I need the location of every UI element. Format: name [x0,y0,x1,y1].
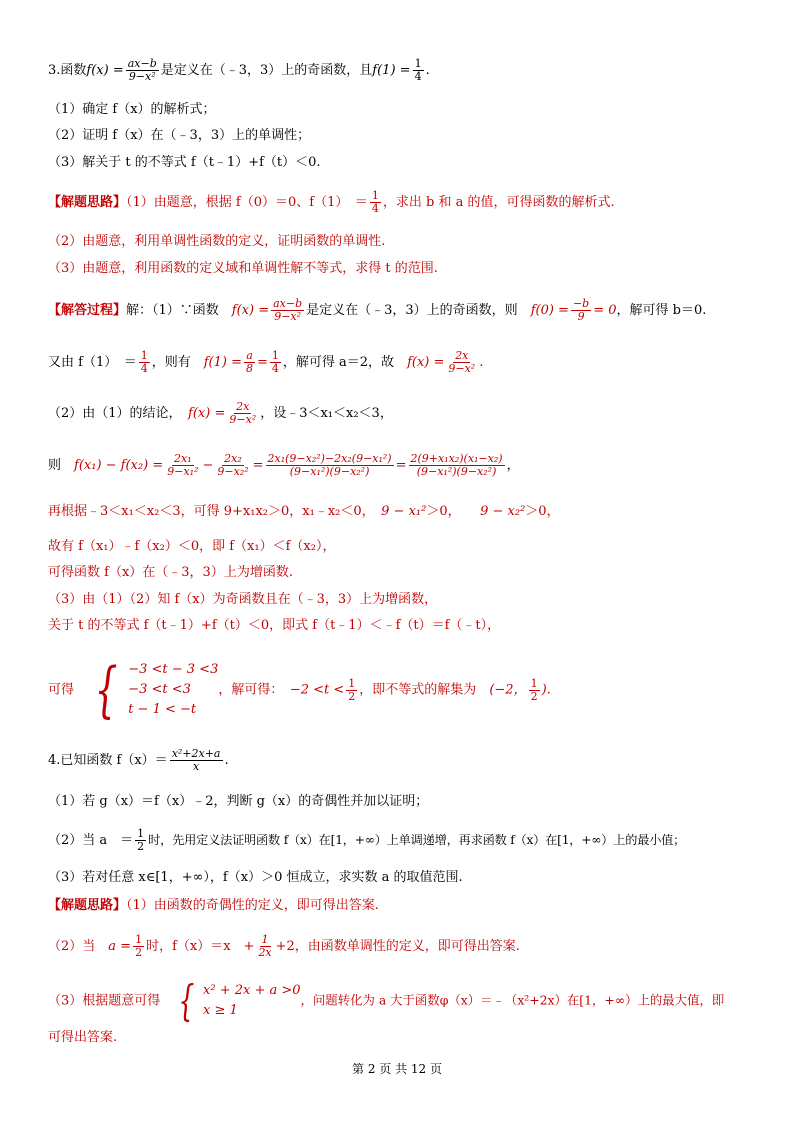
q3-proc3-f: f(x) = [188,406,226,421]
q3-idea2: （2）由题意，利用单调性函数的定义，证明函数的单调性. [48,234,386,249]
q3-proc10-sys-row: t − 1 < −t [128,702,197,717]
q4-idea2-a: （2）当 [48,939,109,954]
q3-proc5-m1: 9 − x₁² [381,504,427,519]
q4-idea2-m: a = [108,939,132,954]
q3-proc5-c: ＞0， [525,504,560,519]
q3-proc4-f3 [266,453,394,478]
q3-proc2-num: 1 [140,349,148,362]
q3-proc4-end: ， [506,458,520,473]
q3-proc3-den: 9−x² [229,413,257,426]
q3-proc-tag: 【解答过程】 [48,303,127,318]
q3-proc4-f4 [409,453,505,478]
q3-proc2 [48,350,483,375]
q3-proc4-f1-den: 9−x₁² [167,465,199,478]
q3-proc2-f1-frac2 [270,350,281,375]
q4-idea2-frac [133,934,144,959]
q3-stem-frac [126,58,159,83]
q3-proc1-a: 解：（1）∵函数 [126,303,232,318]
q3-proc4-a: 则 [48,458,75,473]
q3-proc8: （3）由（1）（2）知 f（x）为奇函数且在（﹣3，3）上为增函数， [48,592,438,607]
q4-idea2 [48,934,520,959]
q4-idea2-den2: 2x [258,946,272,959]
q3-proc10-m: −2 <t < [289,682,345,698]
q3-proc4-f3-num: 2x₁(9−x₂²)−2x₂(9−x₁²) [267,452,392,465]
q3-proc4-minus: − [202,458,214,473]
q3-stem-f1-den: 4 [414,70,422,83]
q3-proc2-f1-num: a [246,349,253,362]
q3-proc3 [48,401,393,426]
q4-stem-a: 4.已知函数 f（x）＝ [48,753,168,768]
q3-proc10-set-frac [529,678,540,703]
q3-proc1-f: f(x) = [231,303,270,318]
q3-proc2-f1: f(1) = [203,355,242,370]
q3-proc10-set-a: (−2， [489,682,527,698]
q3-stem-f1-frac [413,58,424,83]
q4-idea3-sys-row: x ≥ 1 [203,1003,238,1018]
q4-idea2-frac2 [256,934,273,959]
q3-proc4-f4-num: 2(9+x₁x₂)(x₁−x₂) [410,452,503,465]
q3-proc10-rows [128,660,218,720]
q3-proc6: 故有 f（x₁）﹣f（x₂）＜0，即 f（x₁）＜f（x₂）， [48,539,336,554]
q3-sub1: （1）确定 f（x）的解析式； [48,102,216,117]
q3-proc1-b: 是定义在（﹣3，3）上的奇函数，则 [306,303,531,318]
q3-proc4-f3-den: (9−x₁²)(9−x₂²) [289,465,370,478]
q3-proc1-f0-frac [571,298,591,323]
q3-proc2-b: ，则有 [151,355,204,370]
q3-proc4-f1-num: 2x₁ [174,452,192,465]
q3-proc2-a: 又由 f（1） ＝ [48,355,137,370]
q3-proc3-a: （2）由（1）的结论， [48,406,189,421]
brace-icon: { [178,976,195,1025]
q3-idea1-frac [370,190,381,215]
q3-idea1-num: 1 [371,189,379,202]
q3-sub2: （2）证明 f（x）在（﹣3，3）上的单调性； [48,128,311,143]
q4-stem-num: x²+2x+a [171,747,221,760]
q4-idea3-b: ，问题转化为 a 大于函数φ（x）＝﹣（x²+2x）在[1，+∞）上的最大值，即 [300,992,725,1008]
q4-idea3-system [173,976,301,1025]
q4-idea2-den: 2 [135,946,143,959]
q3-stem-f1: f(1) = [372,63,411,78]
q4-sub1: （1）若 g（x）＝f（x）﹣2，判断 g（x）的奇偶性并加以证明； [48,794,429,809]
q4-idea2-b: 时，f（x）＝x + [146,939,255,954]
q4-sub2-den: 2 [137,840,145,853]
q3-stem-f1-num: 1 [414,57,422,70]
q3-proc2-c: ，解可得 a＝2，故 [282,355,408,370]
q3-proc10-num: 1 [348,676,356,690]
q3-proc2-end: . [479,355,484,370]
q3-proc4-f1 [165,453,200,478]
q3-proc10 [48,655,551,725]
q3-proc10-set-den: 2 [530,689,538,703]
q3-proc2-fx-num: 2x [455,349,469,362]
q4-sub2 [48,828,685,853]
q4-idea2-c: +2，由函数单调性的定义，即可得出答案. [275,939,520,954]
q4-idea1-text: （1）由函数的奇偶性的定义，即可得出答案. [126,898,379,913]
brace-icon: { [94,655,118,725]
q3-proc4-f2-den: 9−x₂² [217,465,249,478]
q3-proc2-den: 4 [140,362,148,375]
q3-stem-end: . [425,63,430,78]
q3-proc10-frac [346,678,357,703]
q3-proc3-frac [227,401,258,426]
q3-proc5-b: ＞0， [426,504,481,519]
q3-stem-prefix: 3.函数 [48,63,87,78]
q3-proc2-fx: f(x) = [407,355,445,370]
q3-proc2-f1-den: 8 [246,362,253,375]
q4-idea1 [48,896,379,916]
q3-proc1-f0: f(0) = [530,303,569,318]
q3-proc5 [48,502,560,522]
q4-idea3-cont: 可得出答案. [48,1030,118,1045]
q3-idea1-a: （1）由题意，根据 f（0）＝0、f（1） ＝ [126,195,368,210]
q4-idea3 [48,976,725,1025]
q3-idea1-b: ，求出 b 和 a 的值，可得函数的解析式. [382,195,615,210]
q3-proc10-a: 可得 [48,682,88,698]
q3-stem-mid: 是定义在（﹣3，3）上的奇函数，且 [160,63,373,78]
q4-idea3-a: （3）根据题意可得 [48,993,174,1009]
q3-stem-f: f(x) = [86,63,124,78]
q4-sub2-num: 1 [137,827,145,840]
q3-sub3: （3）解关于 t 的不等式 f（t﹣1）+f（t）＜0. [48,155,321,170]
q3-proc4-f4-den: (9−x₁²)(9−x₂²) [416,465,497,478]
q3-proc4-lhs: f(x₁) − f(x₂) = [74,458,164,473]
q3-proc4-eq2: = [395,458,407,473]
q3-proc4-f2 [215,453,250,478]
q3-proc2-f1-frac [244,350,255,375]
q3-idea-tag: 【解题思路】 [48,195,127,210]
q3-proc1-den: 9−x² [274,310,302,323]
q3-stem-frac-num: ax−b [127,57,157,70]
q3-proc2-fx-frac [446,350,477,375]
q3-proc2-f1-num2: 1 [271,349,279,362]
q4-sub2-frac [135,828,146,853]
q3-idea1 [48,190,615,215]
q4-sub2-b: 时，先用定义法证明函数 f（x）在[1，+∞）上单调递增，再求函数 f（x）在[1，+∞）上的最小值； [148,833,686,847]
q4-idea3-sys-row: x² + 2x + a >0 [203,983,301,998]
page-footer: 第 2 页 共 12 页 [352,1062,442,1076]
q3-stem [48,58,430,83]
q4-stem-end: . [224,753,229,768]
q3-proc3-num: 2x [236,400,250,413]
q3-proc9: 关于 t 的不等式 f（t﹣1）+f（t）＜0，即式 f（t﹣1）＜﹣f（t）＝f（﹣t）， [48,618,501,633]
q4-idea-tag: 【解题思路】 [48,898,127,913]
q3-proc1-f0-den: 9 [577,310,585,323]
q3-proc4-f2-num: 2x₂ [224,452,242,465]
q3-proc2-fx-den: 9−x² [448,362,476,375]
q3-proc5-a: 再根据﹣3＜x₁＜x₂＜3，可得 9+x₁x₂＞0，x₁﹣x₂＜0， [48,504,382,519]
q3-idea1-den: 4 [371,202,379,215]
q3-proc2-frac [139,350,150,375]
q3-proc2-f1-den2: 4 [271,362,279,375]
q3-stem-frac-den: 9−x² [128,70,156,83]
q3-proc1-f0-num: −b [572,297,590,310]
q3-proc2-eq: = [257,355,268,370]
q3-proc1-num: ax−b [273,297,303,310]
q3-proc7: 可得函数 f（x）在（﹣3，3）上为增函数. [48,565,293,580]
q4-idea2-num: 1 [135,933,143,946]
q3-proc10-sys-row: −3 <t <3 [128,682,191,697]
q3-proc10-set-num: 1 [530,676,538,690]
q3-proc10-set-b: ). [541,682,551,698]
q3-proc3-b: ，设﹣3＜x₁＜x₂＜3， [260,406,393,421]
q4-stem-frac [170,748,223,773]
q3-proc4-eq1: = [252,458,264,473]
q3-proc10-system [87,655,219,725]
q3-proc4 [48,453,520,478]
q4-stem-den: x [192,760,200,773]
q4-sub3: （3）若对任意 x∈[1，+∞），f（x）＞0 恒成立，求实数 a 的取值范围. [48,870,463,885]
q3-proc5-m2: 9 − x₂² [480,504,526,519]
q4-sub2-a: （2）当 a ＝ [48,833,134,848]
q3-proc1-frac [271,298,304,323]
q3-proc1-c: ，解可得 b＝0. [616,303,707,318]
q3-proc10-den: 2 [348,689,356,703]
q3-proc10-c: ，即不等式的解集为 [359,682,490,698]
q3-proc1 [48,298,706,323]
q3-proc10-b: ，解可得： [218,682,290,698]
q4-idea2-num2: 1 [261,933,269,946]
q3-proc10-sys-row: −3 <t − 3 <3 [128,662,219,677]
q3-proc1-f0-eq: = 0 [593,303,617,318]
q3-idea3: （3）由题意，利用函数的定义域和单调性解不等式，求得 t 的范围. [48,261,438,276]
q4-stem [48,748,229,773]
q4-idea3-rows [203,981,301,1021]
